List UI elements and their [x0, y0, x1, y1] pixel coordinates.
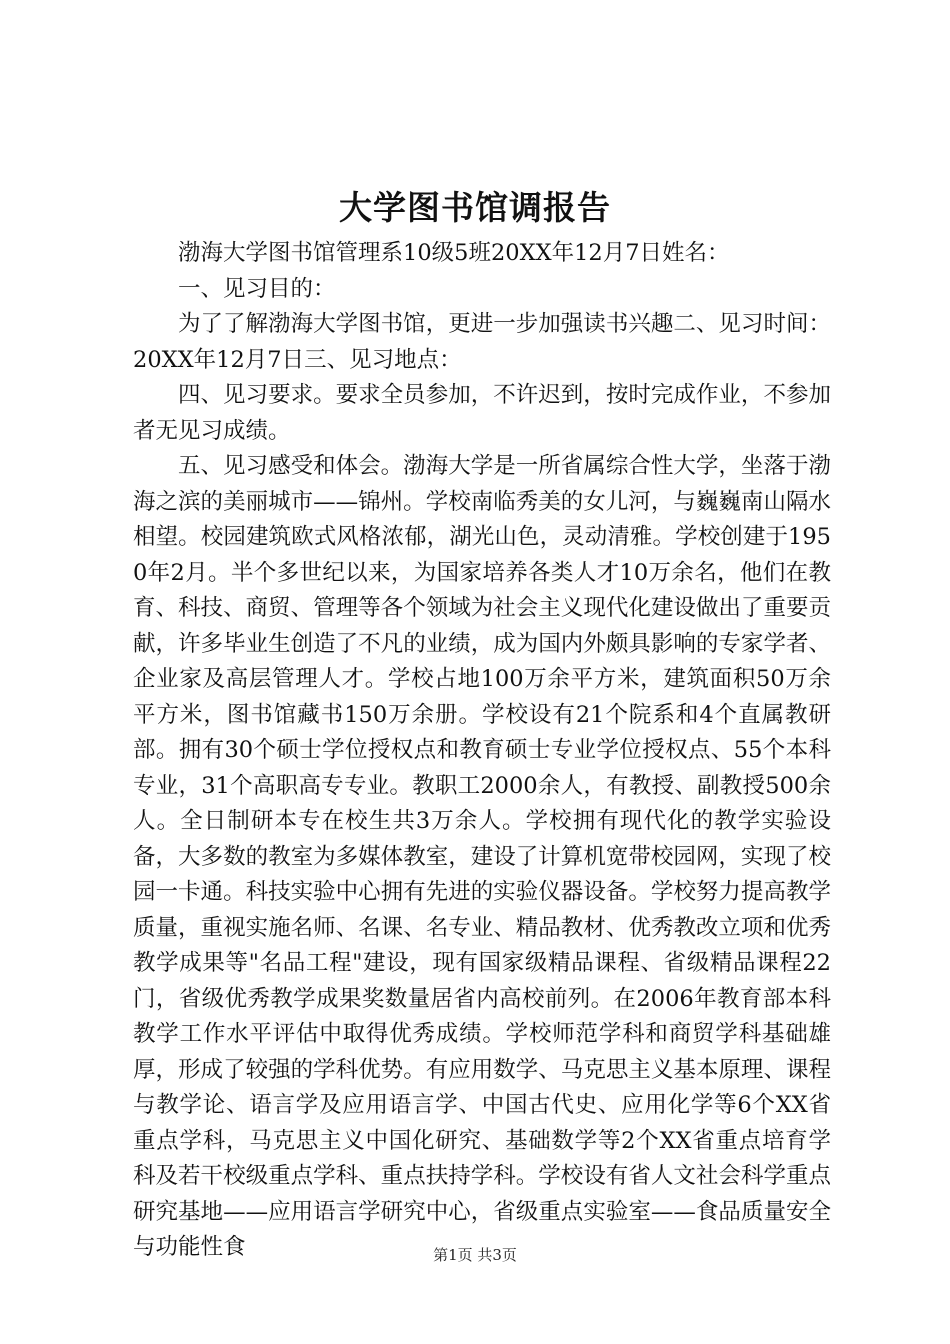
- paragraph-class-info: 渤海大学图书馆管理系10级5班20XX年12月7日姓名：: [178, 240, 730, 266]
- paragraph-requirements: 四、见习要求。要求全员参加，不许迟到，按时完成作业，不参加者无见习成绩。: [133, 382, 831, 444]
- paragraph-purpose-heading: 一、见习目的：: [178, 275, 336, 302]
- page-footer: [0, 1244, 950, 1266]
- document-title: 大学图书馆调报告: [339, 188, 611, 227]
- page-total: 共3页: [477, 1246, 517, 1264]
- page-number: 第1页: [433, 1246, 473, 1264]
- paragraph-purpose: 为了了解渤海大学图书馆，更进一步加强读书兴趣二、见习时间：20XX年12月7日三、见习地点：: [133, 311, 831, 373]
- paragraph-reflections: 五、见习感受和体会。渤海大学是一所省属综合性大学，坐落于渤海之滨的美丽城市——锦州。学校南临秀美的女儿河，与巍巍南山隔水相望。校园建筑欧式风格浓郁，湖光山色，灵动清雅。学校创建于1950年2月。半个多世纪以来，为国家培养各类人才10万余名，他们在教育、科技、商贸、管理等各个领域为社会主义现代化建设做出了重要贡献，许多毕业生创造了不凡的业绩，成为国内外颇具影响的专家学者、企业家及高层管理人才。学校占地100万余平方米，建筑面积50万余平方米，图书馆藏书150万余册。学校设有21个院系和4个直属教研部。拥有30个硕士学位授权点和教育硕士专业学位授权点、55个本科专业，31个高职高专专业。教职工2000余人，有教授、副教授500余人。全日制研本专在校生共3万余人。学校拥有现代化的教学实验设备，大多数的教室为多媒体教室，建设了计算机宽带校园网，实现了校园一卡通。科技实验中心拥有先进的实验仪器设备。学校努力提高教学质量，重视实施名师、名课、名专业、精品教材、优秀教改立项和优秀教学成果等"名品工程"建设，现有国家级精品课程、省级精品课程22门，省级优秀教学成果奖数量居省内高校前列。在2006年教育部本科教学工作水平评估中取得优秀成绩。学校师范学科和商贸学科基础雄厚，形成了较强的学科优势。有应用数学、马克思主义基本原理、课程与教学论、语言学及应用语言学、中国古代史、应用化学等6个XX省重点学科，马克思主义中国化研究、基础数学等2个XX省重点培育学科及若干校级重点学科、重点扶持学科。学校设有省人文社会科学重点研究基地——应用语言学研究中心，省级重点实验室——食品质量安全与功能性食: [133, 453, 831, 1260]
- document-body: [133, 236, 831, 1266]
